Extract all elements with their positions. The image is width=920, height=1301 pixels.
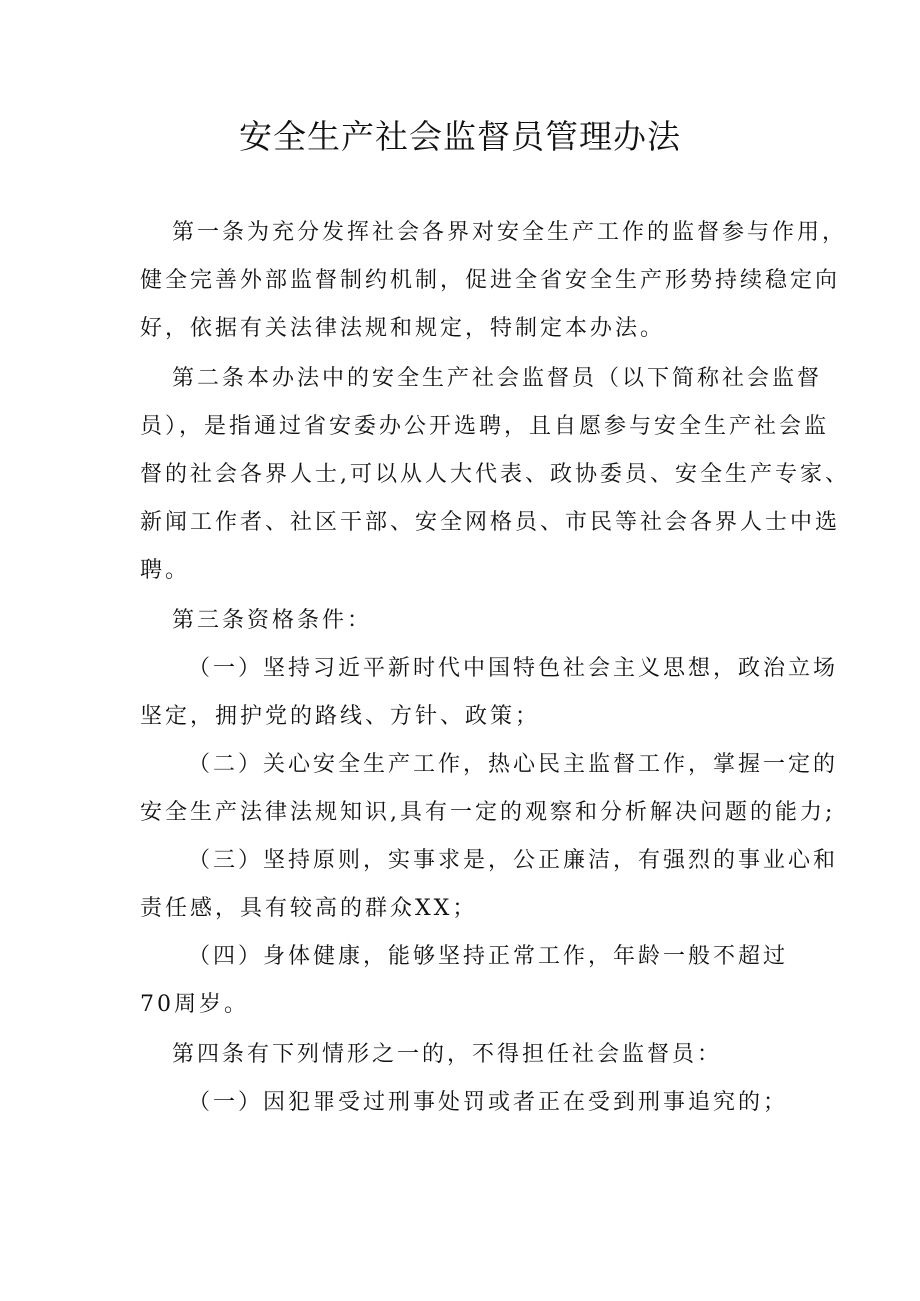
text-line: 安全生产法律法规知识,具有一定的观察和分析解决问题的能力; (140, 800, 836, 825)
text-line: 70周岁。 (140, 992, 249, 1017)
text-line: 坚定，拥护党的路线、方针、政策； (140, 704, 541, 729)
text-line: （二）关心安全生产工作，热心民主监督工作，掌握一定的 (188, 752, 839, 777)
text-line: 第一条为充分发挥社会各界对安全生产工作的监督参与作用， (172, 220, 848, 245)
text-line: 聘。 (140, 558, 191, 583)
text-line: 第三条资格条件： (172, 608, 373, 633)
text-line: 第四条有下列情形之一的，不得担任社会监督员： (172, 1042, 723, 1067)
text-line: 责任感，具有较高的群众XX； (140, 896, 478, 921)
text-line: 健全完善外部监督制约机制，促进全省安全生产形势持续稳定向 (140, 268, 841, 293)
text-line: 督的社会各界人士,可以从人大代表、政协委员、安全生产专家、 (140, 462, 850, 487)
text-line: 员），是指通过省安委办公开选聘，且自愿参与安全生产社会监 (140, 414, 830, 439)
text-line: 好，依据有关法律法规和规定，特制定本办法。 (140, 316, 666, 341)
text-line: （一）坚持习近平新时代中国特色社会主义思想，政治立场 (188, 656, 839, 681)
text-line: 第二条本办法中的安全生产社会监督员（以下简称社会监督 (172, 366, 823, 391)
text-line: （四）身体健康，能够坚持正常工作，年龄一般不超过 (188, 944, 789, 969)
document-title: 安全生产社会监督员管理办法 (239, 117, 681, 156)
text-line: （三）坚持原则，实事求是，公正廉洁，有强烈的事业心和 (188, 848, 839, 873)
text-line: 新闻工作者、社区干部、安全网格员、市民等社会各界人士中选 (140, 510, 841, 535)
text-line: （一）因犯罪受过刑事处罚或者正在受到刑事追究的； (188, 1090, 789, 1115)
